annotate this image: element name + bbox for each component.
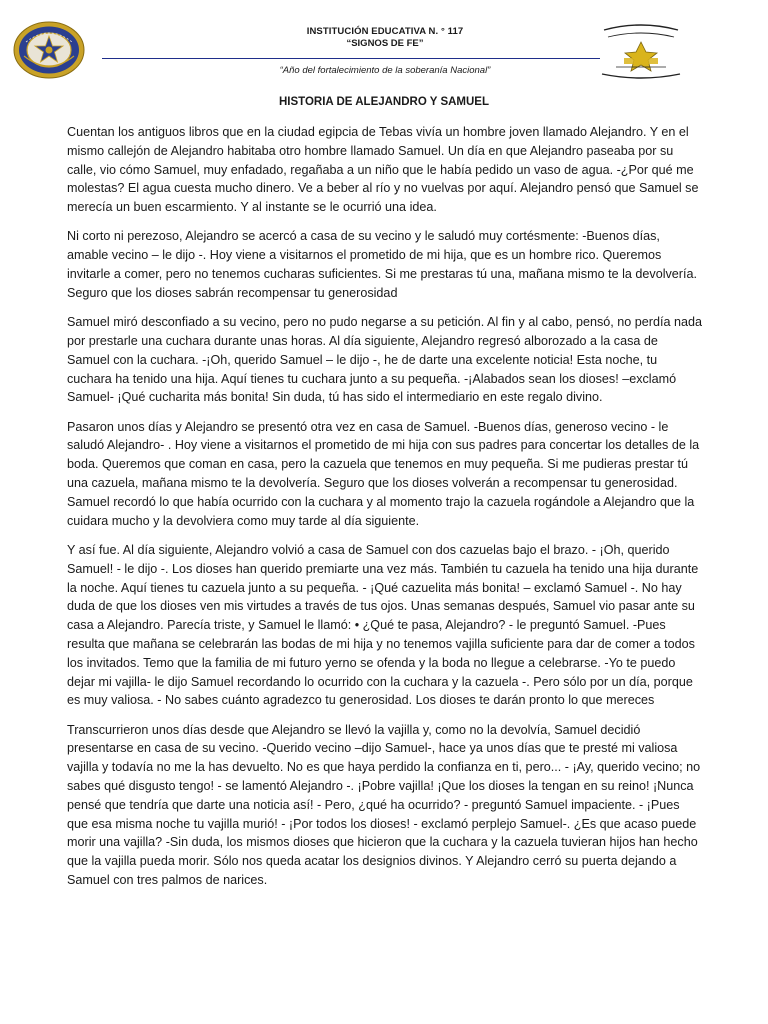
paragraph-1: Cuentan los antiguos libros que en la ciudad egipcia de Tebas vivía un hombre joven llamado Alejandro. Y en el mismo callejón de Alejandro habitaba otro hombre llamado Samuel. Un día en que Alejandro paseaba por su calle, vio cómo Samuel, muy enfadado, regañaba a un niño que le había pedido un vaso de agua. -¿Por qué me molestas? El agua cuesta mucho dinero. Ve a beber al río y no vuelvas por aquí. Alejandro pensó que Samuel se merecía un buen escarmiento. Y al instante se le ocurrió una idea.	[67, 125, 699, 215]
institution-name: INSTITUCIÓN EDUCATIVA N. ° 117	[306, 26, 464, 37]
lasalle-logo-icon	[596, 20, 686, 82]
story-body	[67, 123, 703, 900]
letterhead	[0, 0, 768, 90]
year-motto: “Año del fortalecimiento de la soberanía Nacional”	[279, 65, 491, 76]
paragraph-4: Pasaron unos días y Alejandro se presentó otra vez en casa de Samuel. -Buenos días, generoso vecino - le saludó Alejandro- . Hoy viene a visitarnos el prometido de mi hija con sus padres para concertar los detalles de la boda. Queremos que coman en casa, pero la cazuela que tenemos en muy pequeña. Si me pudieras prestar tú una cazuela, mañana mismo te la devolvería. Seguro que los dioses volverán a recompensar tu generosidad. Samuel recordó lo que había ocurrido con la cuchara y al momento trajo la cazuela rogándole a Alejandro que la cuidara mucho y la devolviera como muy tarde al día siguiente.	[67, 419, 700, 528]
letterhead-center	[180, 26, 590, 50]
seal-emblem-icon	[12, 20, 86, 80]
institution-subtitle: “SIGNOS DE FE”	[346, 38, 424, 49]
header-divider	[102, 58, 600, 59]
paragraph-3: Samuel miró desconfiado a su vecino, pero no pudo negarse a su petición. Al fin y al cabo, pensó, no perdía nada por prestarle una cuchara durante unas horas. Al día siguiente, Alejandro regresó alborozado a la casa de Samuel con la cuchara. -¡Oh, querido Samuel – le dijo -, he de darte una excelente noticia! Esta noche, tu cuchara ha tenido una hija. Aquí tienes tu cuchara junto a su pequeña. -¡Alabados sean los dioses! –exclamó Samuel- ¡Qué cucharita más bonita! Sin duda, tú has sido el intermediario en este regalo divino.	[67, 315, 703, 405]
paragraph-5: Y así fue. Al día siguiente, Alejandro volvió a casa de Samuel con dos cazuelas bajo el brazo. - ¡Oh, querido Samuel! - le dijo -. Los dioses han querido premiarte una vez más. También tu cazuela ha tenido una hija durante la noche. Aquí tienes tu cazuela junto a su pequeña. - ¡Qué cazuelita más bonita! – exclamó Samuel -. No hay duda de que los dioses ven mis virtudes a través de tus ojos. Unas semanas después, Samuel vio pasar ante su casa a Alejandro. Parecía triste, y Samuel le llamó: • ¿Qué te pasa, Alejandro? - le preguntó Samuel. -Pues resulta que mañana se celebrarán las bodas de mi hija y no tenemos vajilla suficiente para dar de comer a todos los invitados. Temo que la familia de mi futuro yerno se ofenda y la boda no llegue a celebrarse. -Yo te puedo dejar mi vajilla- le dijo Samuel recordando lo ocurrido con la cuchara y la cazuela -. Pero sólo por un día, porque es muy valiosa. - No sabes cuánto agradezco tu generosidad. Los dioses te darán pronto lo que mereces	[67, 542, 699, 708]
document-title: HISTORIA DE ALEJANDRO Y SAMUEL	[278, 96, 489, 108]
paragraph-2: Ni corto ni perezoso, Alejandro se acercó a casa de su vecino y le saludó muy cortésmente: -Buenos días, amable vecino – le dijo -. Hoy viene a visitarnos el prometido de mi hija, que es un hombre rico. Queremos invitarle a comer, pero no tenemos cucharas suficientes. Si me prestaras tú una, mañana mismo te la devolvería. Seguro que los dioses sabrán recompensar tu generosidad	[67, 229, 697, 300]
school-seal-left	[12, 20, 86, 80]
paragraph-6: Transcurrieron unos días desde que Alejandro se llevó la vajilla y, como no la devolvía, Samuel decidió presentarse en casa de su vecino. -Querido vecino –dijo Samuel-, hace ya unos días que te presté mi valiosa vajilla y todavía no me la has devuelto. No es que haya perdido la confianza en ti, pero... - ¡Ay, querido vecino; no sabes qué disgusto tengo! - se lamentó Alejandro -. ¡Pobre vajilla! ¡Que los dioses la tengan en su reino! ¡Nunca pensé que tendría que darte una noticia así! - Pero, ¿qué ha ocurrido? - preguntó Samuel impaciente. - ¡Pues que esa misma noche tu vajilla murió! - ¡Por todos los dioses! - exclamó perplejo Samuel-. ¿Es que acaso puede morir una vajilla? -Sin duda, los mismos dioses que hicieron que la cuchara y la cazuela tuvieran hijos han hecho que la vajilla pueda morir. Sólo nos queda acatar los designios divinos. Y Alejandro cerró su puerta dejando a Samuel con tres palmos de narices.	[67, 722, 701, 887]
school-logo-right	[596, 20, 686, 82]
